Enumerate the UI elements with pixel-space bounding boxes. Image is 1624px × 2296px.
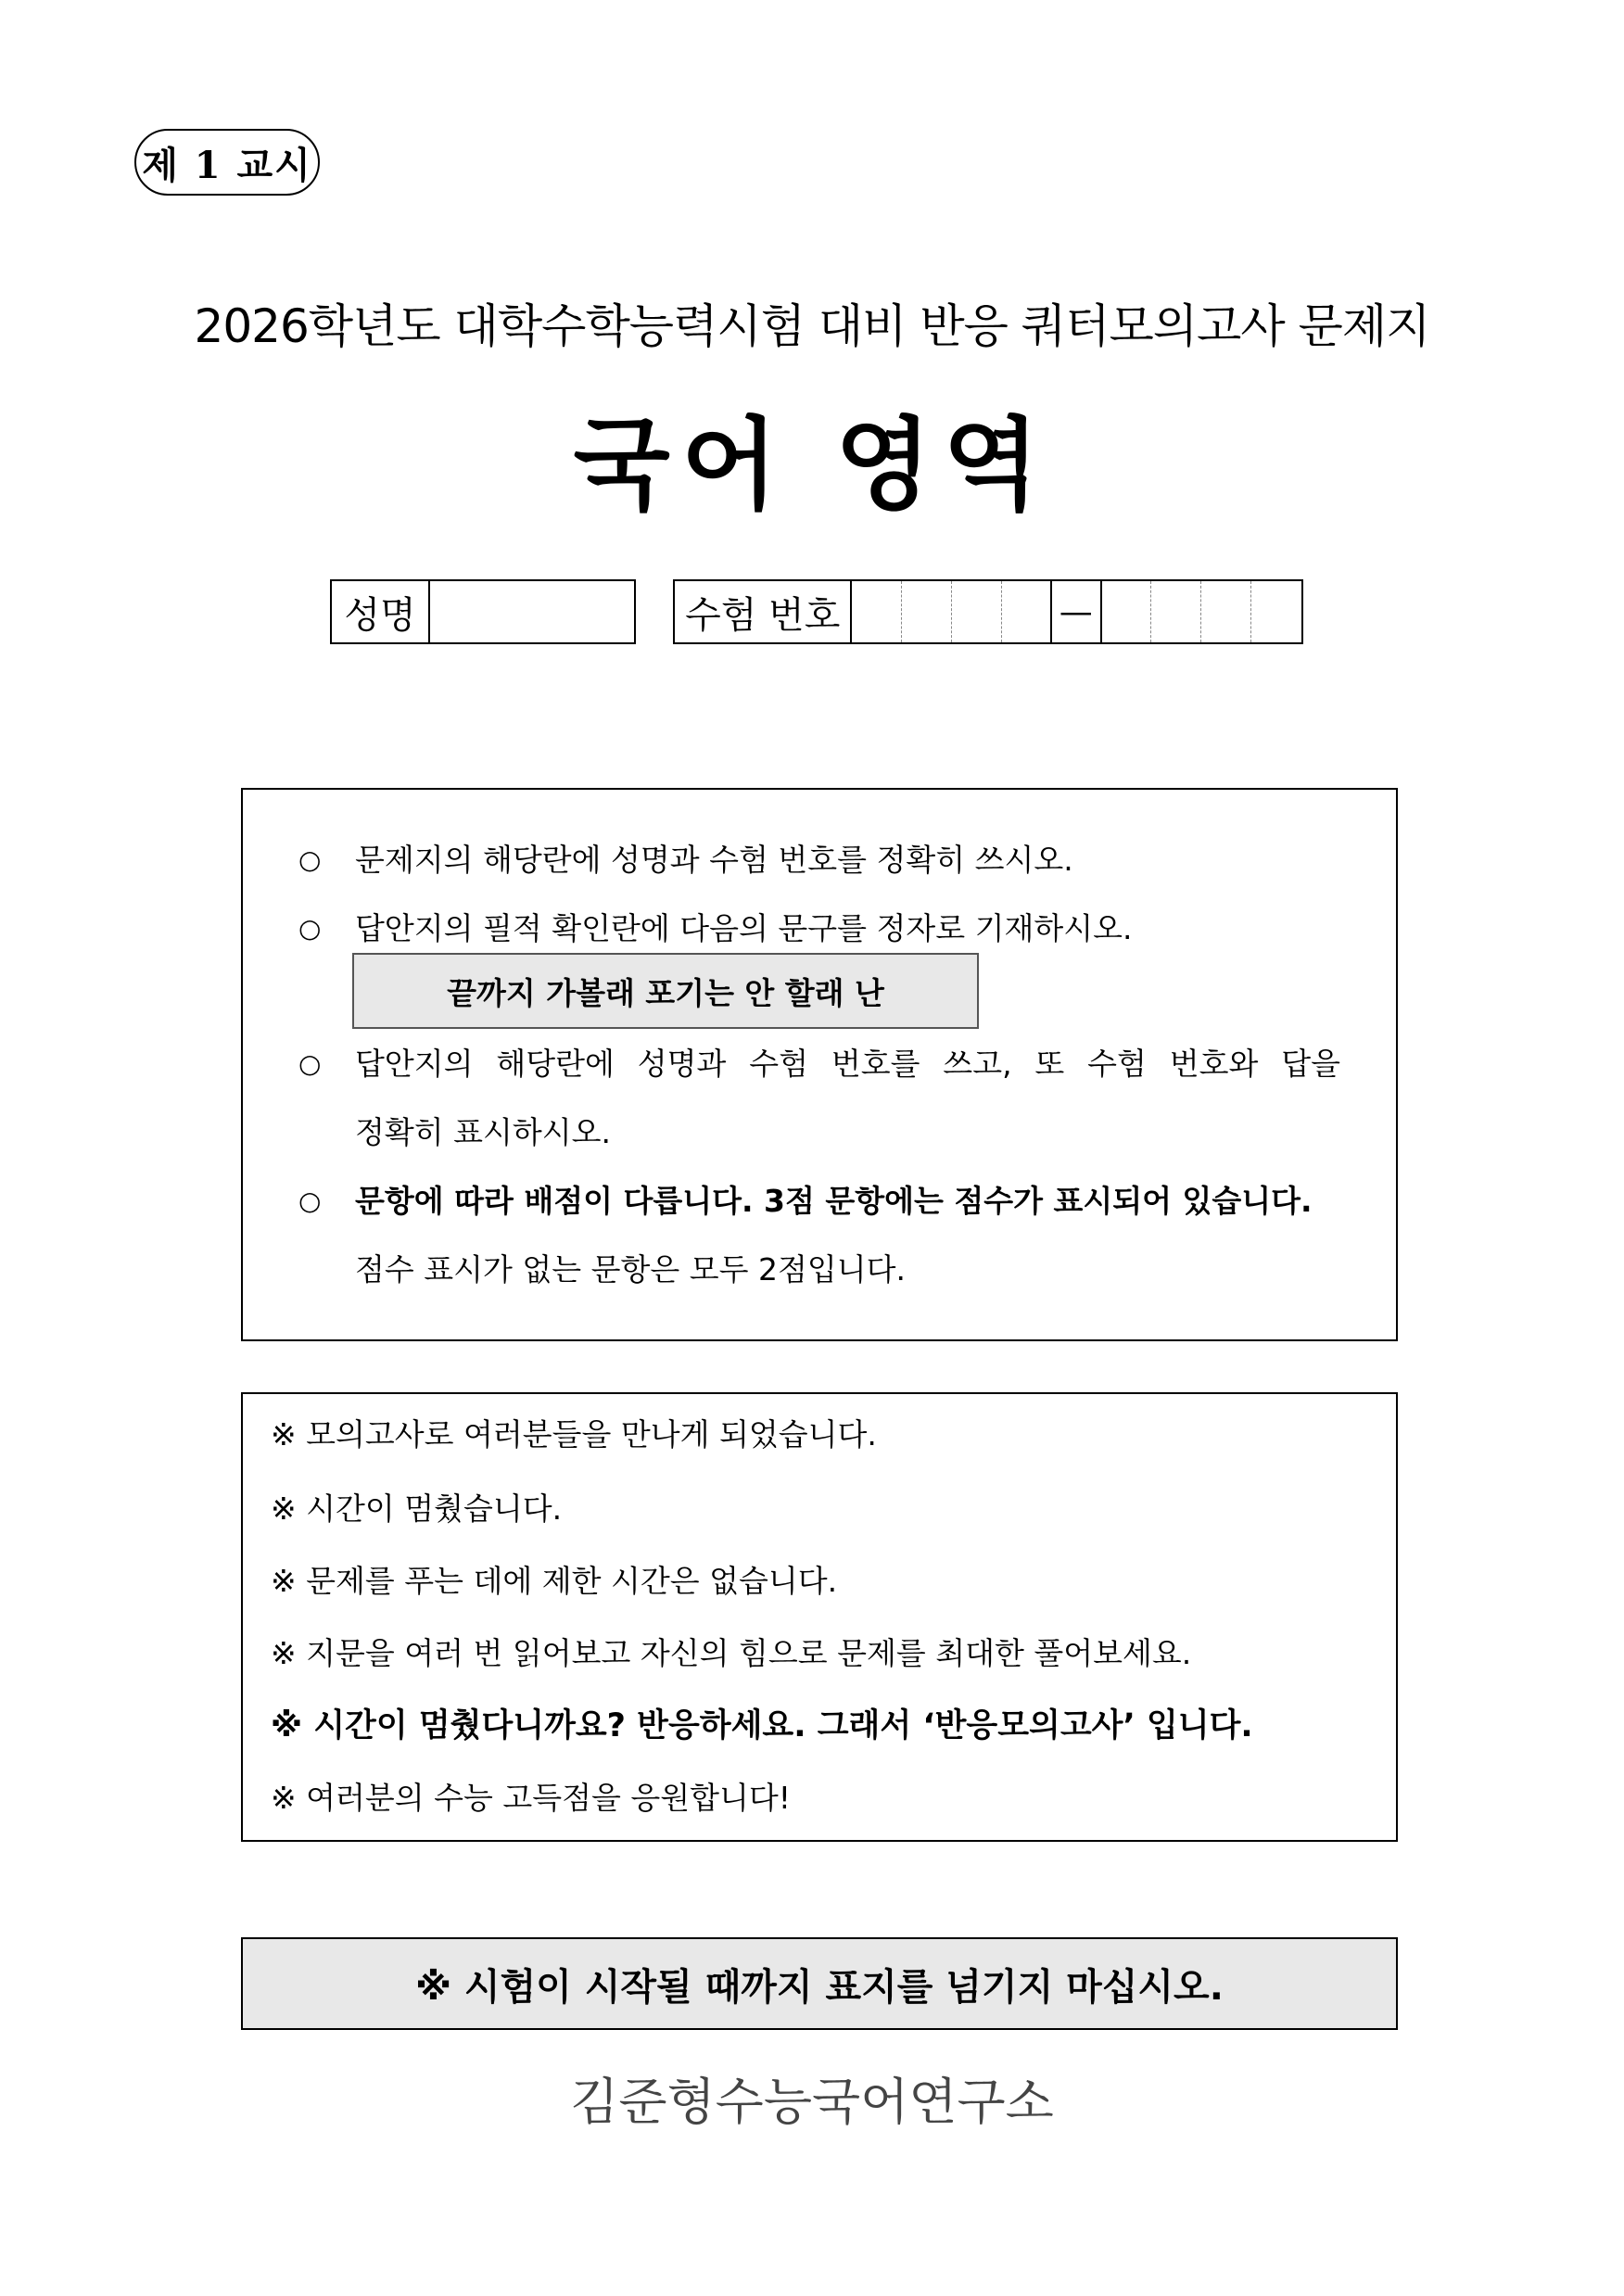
- name-field[interactable]: [330, 579, 636, 644]
- exam-number-digit-cell[interactable]: [902, 581, 952, 642]
- exam-number-digit-cell[interactable]: [1102, 581, 1152, 642]
- exam-number-digit-cell[interactable]: [952, 581, 1002, 642]
- instructions-box: [241, 788, 1398, 1341]
- circle-bullet-icon: ○: [298, 913, 322, 944]
- instruction-text: 정확히 표시하시오.: [355, 1114, 612, 1150]
- exam-number-digit-cell[interactable]: [852, 581, 902, 642]
- exam-subtitle: 2026학년도 대학수학능력시험 대비 반응 쿼터모의고사 문제지: [194, 299, 1430, 353]
- instruction-text: 답안지의 해당란에 성명과 수험 번호를 쓰고, 또 수험 번호와 답을: [355, 1046, 1340, 1082]
- circle-bullet-icon: ○: [298, 1186, 322, 1216]
- instruction-text: 점수 표시가 없는 문항은 모두 2점입니다.: [355, 1251, 906, 1288]
- exam-number-separator: —: [1052, 581, 1102, 642]
- period-badge: 제 1 교시: [134, 129, 320, 196]
- instruction-text: 문제지의 해당란에 성명과 수험 번호를 정확히 쓰시오.: [355, 842, 1073, 878]
- circle-bullet-icon: ○: [298, 1048, 322, 1079]
- notes-box: [241, 1392, 1398, 1842]
- circle-bullet-icon: ○: [298, 844, 322, 875]
- exam-number-digit-cell[interactable]: [1201, 581, 1251, 642]
- exam-number-digit-cell[interactable]: [1251, 581, 1301, 642]
- exam-number-label: 수험 번호: [675, 581, 852, 642]
- note-item: ※ 시간이 멈췄습니다.: [271, 1490, 563, 1527]
- note-item: ※ 문제를 푸는 데에 제한 시간은 없습니다.: [271, 1563, 838, 1599]
- note-item: ※ 여러분의 수능 고득점을 응원합니다!: [271, 1780, 792, 1816]
- name-label: 성명: [332, 581, 430, 642]
- publisher-footer: 김준형수능국어연구소: [570, 2073, 1054, 2131]
- page-title: 국어 영역: [573, 408, 1051, 524]
- handwriting-phrase-box: 끝까지 가볼래 포기는 안 할래 난: [352, 953, 979, 1029]
- name-input-area[interactable]: [430, 581, 634, 642]
- note-item-emphasis: ※ 시간이 멈췄다니까요? 반응하세요. 그래서 ‘반응모의고사’ 입니다.: [271, 1707, 1253, 1744]
- warning-banner: ※ 시험이 시작될 때까지 표지를 넘기지 마십시오.: [241, 1937, 1398, 2030]
- instruction-text: 답안지의 필적 확인란에 다음의 문구를 정자로 기재하시오.: [355, 910, 1133, 946]
- instruction-text: 문항에 따라 배점이 다릅니다. 3점 문항에는 점수가 표시되어 있습니다.: [355, 1183, 1313, 1219]
- note-item: ※ 모의고사로 여러분들을 만나게 되었습니다.: [271, 1416, 877, 1452]
- exam-number-field[interactable]: [673, 579, 1303, 644]
- exam-number-digit-cell[interactable]: [1002, 581, 1052, 642]
- exam-number-digit-cell[interactable]: [1151, 581, 1201, 642]
- note-item: ※ 지문을 여러 번 읽어보고 자신의 힘으로 문제를 최대한 풀어보세요.: [271, 1635, 1192, 1671]
